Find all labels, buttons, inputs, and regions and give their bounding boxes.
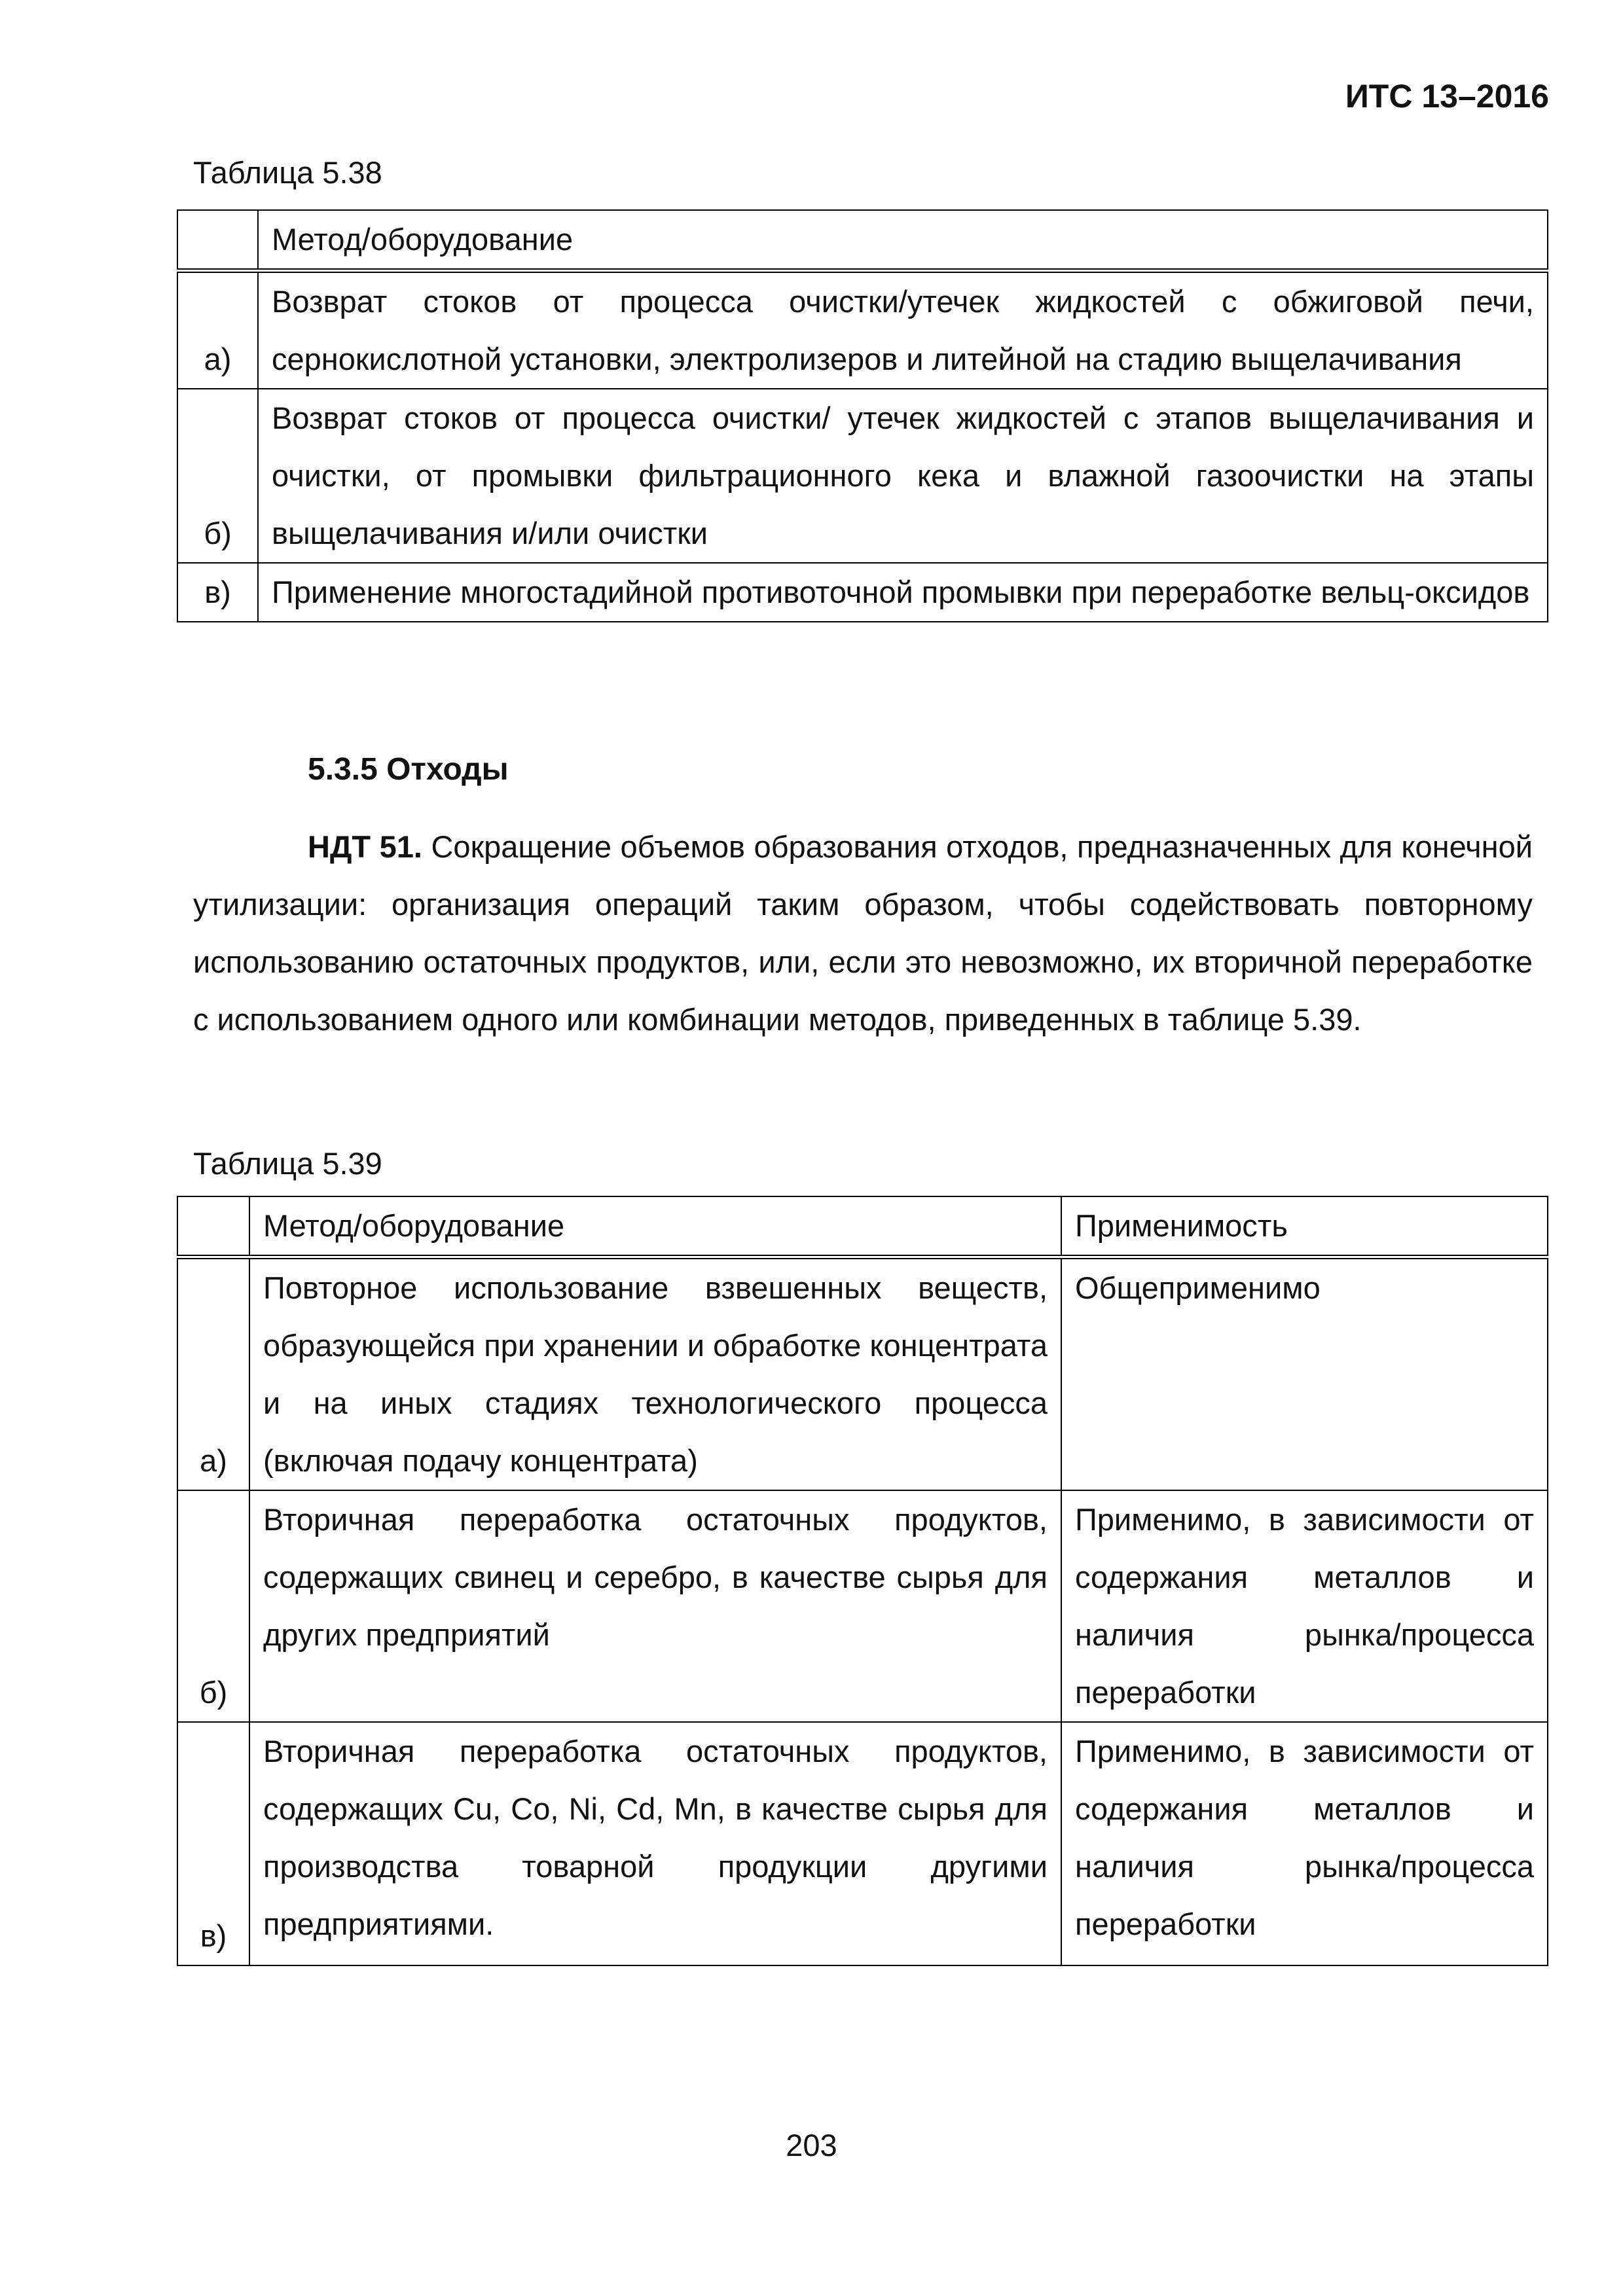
document-code: ИТС 13–2016 xyxy=(1345,78,1549,115)
row-method: Вторичная переработка остаточных продуктов, содержащих свинец и серебро, в качестве сырья для других предприятий xyxy=(249,1490,1061,1722)
table-row xyxy=(177,1257,1548,1491)
row-method: Возврат стоков от процесса очистки/ утечек жидкостей с этапов выщелачивания и очистки, от промывки фильтрационного кека и влажной газоочистки на этапы выщелачивания и/или очистки xyxy=(258,389,1548,563)
row-method: Вторичная переработка остаточных продуктов, содержащих Cu, Co, Ni, Cd, Mn, в качестве сырья для производства товарной продукции другими предприятиями. xyxy=(249,1722,1061,1965)
header-method-cell: Метод/оборудование xyxy=(258,210,1548,271)
table-row xyxy=(177,1722,1548,1965)
header-method-cell: Метод/оборудование xyxy=(249,1196,1061,1257)
table-row xyxy=(177,271,1548,389)
row-applicability: Применимо, в зависимости от содержания металлов и наличия рынка/процесса переработки xyxy=(1061,1722,1548,1965)
row-applicability: Общеприменимо xyxy=(1061,1257,1548,1491)
row-letter: б) xyxy=(177,1490,249,1722)
row-letter: а) xyxy=(177,1257,249,1491)
table-538 xyxy=(177,209,1548,622)
ndt-text: Сокращение объемов образования отходов, предназначенных для конечной утилизации: организация операций таким образом, чтобы содействовать повторному использованию остаточных продуктов, или, если это невозможно, их вторичной переработке с использованием одного или комбинации методов, приведенных в таблице 5.39. xyxy=(193,829,1533,1037)
row-method: Возврат стоков от процесса очистки/утечек жидкостей с обжиговой печи, сернокислотной установки, электролизеров и литейной на стадию выщелачивания xyxy=(258,271,1548,389)
ndt-label: НДТ 51. xyxy=(308,829,422,864)
row-method: Повторное использование взвешенных веществ, образующейся при хранении и обработке концентрата и на иных стадиях технологического процесса (включая подачу концентрата) xyxy=(249,1257,1061,1491)
row-method: Применение многостадийной противоточной промывки при переработке вельц-оксидов xyxy=(258,563,1548,622)
row-applicability: Применимо, в зависимости от содержания металлов и наличия рынка/процесса переработки xyxy=(1061,1490,1548,1722)
table-header-row xyxy=(177,1196,1548,1257)
section-heading: 5.3.5 Отходы xyxy=(308,752,509,787)
header-letter-cell xyxy=(177,210,258,271)
table-row xyxy=(177,563,1548,622)
row-letter: в) xyxy=(177,1722,249,1965)
page-number: 203 xyxy=(786,2128,837,2162)
table-row xyxy=(177,389,1548,563)
table-header-row xyxy=(177,210,1548,271)
table-539 xyxy=(177,1196,1548,1966)
header-applicability-cell: Применимость xyxy=(1061,1196,1548,1257)
row-letter: в) xyxy=(177,563,258,622)
header-letter-cell xyxy=(177,1196,249,1257)
table-539-caption: Таблица 5.39 xyxy=(193,1146,382,1181)
row-letter: а) xyxy=(177,271,258,389)
row-letter: б) xyxy=(177,389,258,563)
ndt-paragraph xyxy=(193,818,1533,1049)
table-row xyxy=(177,1490,1548,1722)
table-538-caption: Таблица 5.38 xyxy=(193,155,382,190)
